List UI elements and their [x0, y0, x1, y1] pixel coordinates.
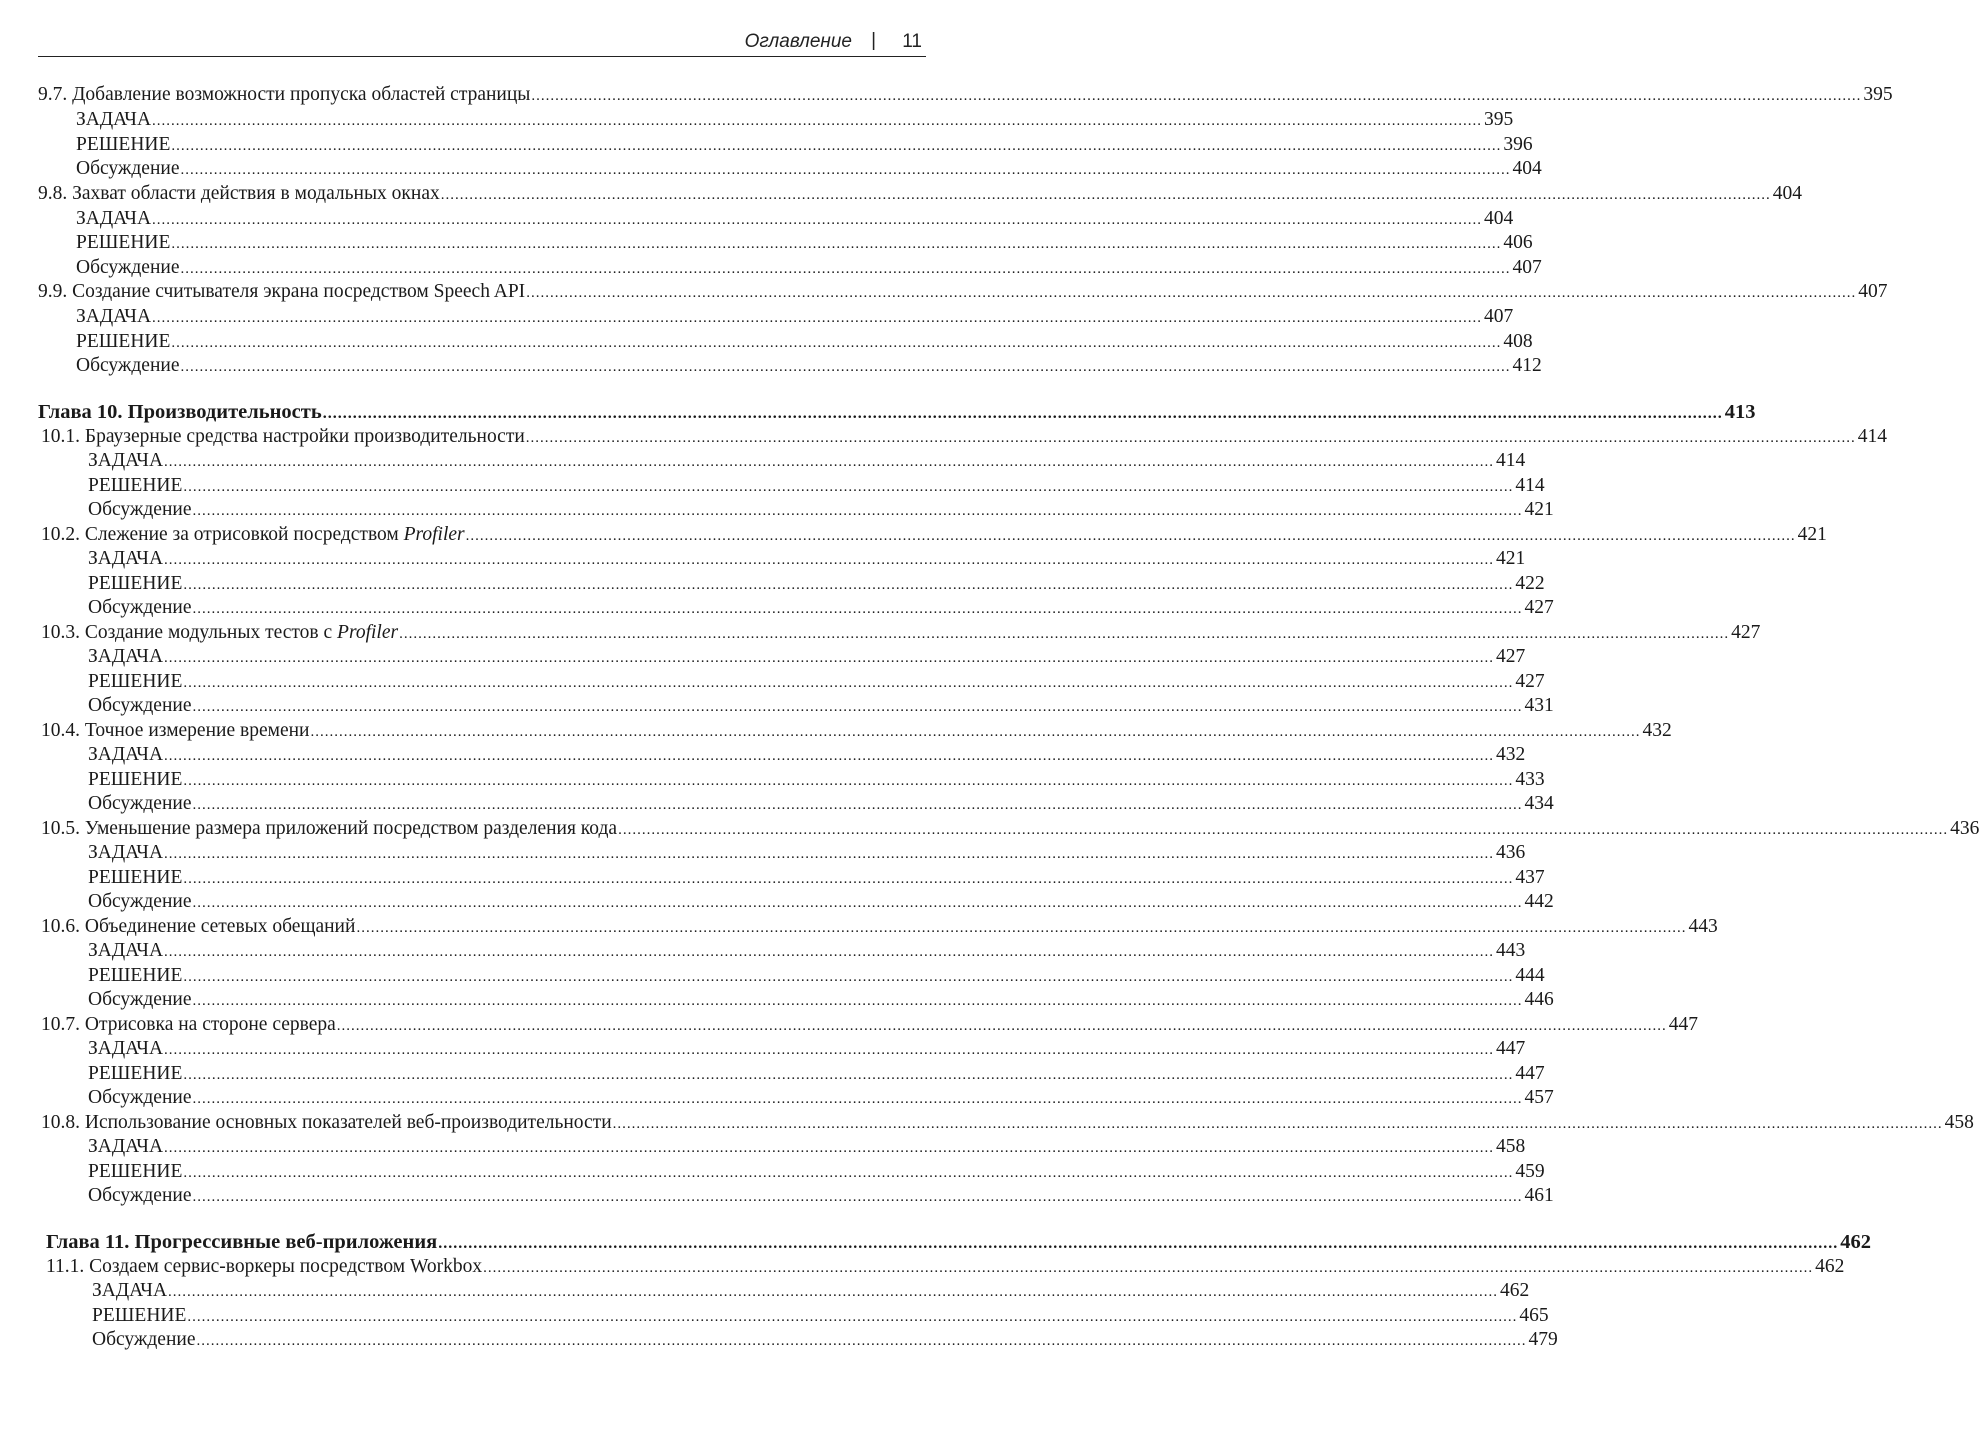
entry-page-number: 458 [1496, 1136, 1526, 1157]
entry-title-text: РЕШЕНИЕ [88, 965, 183, 986]
toc-subentry-row [88, 474, 1545, 498]
dot-leader: ........................................................................................................................................................................................................................................................................................ [192, 601, 1523, 617]
entry-title-text: Обсуждение [88, 989, 192, 1010]
toc-subentry-row [88, 988, 1554, 1012]
entry-page-number: 404 [1772, 183, 1802, 204]
entry-page-number: 437 [1515, 867, 1545, 888]
toc-subentry-row [88, 1135, 1526, 1159]
entry-title-text: РЕШЕНИЕ [76, 331, 171, 352]
toc-subentry-label [88, 792, 191, 816]
entry-page-number: 396 [1503, 134, 1533, 155]
toc-section-label [41, 621, 398, 645]
dot-leader: ........................................................................................................................................................................................................................................................................................ [322, 405, 1723, 422]
entry-page-number: 434 [1524, 793, 1554, 814]
toc-subentry-label [88, 498, 191, 522]
dot-leader: ........................................................................................................................................................................................................................................................................................ [183, 577, 1514, 593]
entry-page-number: 446 [1524, 989, 1554, 1010]
toc-subentry-label [88, 1037, 163, 1061]
toc-subentry-label [76, 108, 151, 132]
entry-page-number: 433 [1515, 769, 1545, 790]
toc-subentry-row [88, 694, 1554, 718]
dot-leader: ........................................................................................................................................................................................................................................................................................ [164, 552, 1495, 568]
page-number: 11 [902, 31, 922, 52]
entry-title-text: 9.9. Создание считывателя экрана посредством Speech API [38, 281, 526, 302]
entry-page-number: 427 [1731, 622, 1761, 643]
entry-page-number: 412 [1512, 355, 1542, 376]
dot-leader: ........................................................................................................................................................................................................................................................................................ [183, 675, 1514, 691]
toc-subentry-label [76, 157, 179, 181]
dot-leader: ........................................................................................................................................................................................................................................................................................ [180, 359, 1511, 375]
toc-subentry-label [88, 743, 163, 767]
toc-section-row [41, 1111, 1974, 1135]
toc-subentry-row [76, 231, 1533, 255]
toc-subentry-row [88, 1184, 1554, 1208]
entry-title-text: ЗАДАЧА [88, 842, 164, 863]
dot-leader: ........................................................................................................................................................................................................................................................................................ [531, 88, 1862, 104]
entry-page-number: 444 [1515, 965, 1545, 986]
entry-page-number: 427 [1515, 671, 1545, 692]
entry-page-number: 414 [1496, 450, 1526, 471]
toc-subentry-row [76, 108, 1514, 132]
dot-leader: ........................................................................................................................................................................................................................................................................................ [192, 1091, 1523, 1107]
entry-title-text: РЕШЕНИЕ [88, 769, 183, 790]
toc-section-row [41, 719, 1672, 743]
dot-leader: ........................................................................................................................................................................................................................................................................................ [440, 187, 1771, 203]
entry-page-number: 459 [1515, 1161, 1545, 1182]
toc-subentry-row [76, 207, 1514, 231]
toc-section-label [41, 1013, 336, 1037]
toc-chapter-row [38, 400, 1756, 424]
toc-subentry-row [88, 1037, 1526, 1061]
toc-chapter-label [38, 400, 322, 424]
toc-subentry-row [88, 939, 1526, 963]
dot-leader: ........................................................................................................................................................................................................................................................................................ [483, 1260, 1814, 1276]
entry-page-number: 421 [1797, 524, 1827, 545]
entry-page-number: 479 [1528, 1329, 1558, 1350]
dot-leader: ........................................................................................................................................................................................................................................................................................ [183, 969, 1514, 985]
toc-section-label [41, 719, 309, 743]
entry-page-number: 413 [1724, 401, 1756, 423]
entry-title-text: РЕШЕНИЕ [76, 134, 171, 155]
entry-title-italic: Profiler [403, 524, 465, 545]
dot-leader: ........................................................................................................................................................................................................................................................................................ [152, 212, 1483, 228]
toc-subentry-row [92, 1279, 1530, 1303]
toc-subentry-label [88, 572, 182, 596]
dot-leader: ........................................................................................................................................................................................................................................................................................ [180, 261, 1511, 277]
entry-page-number: 414 [1515, 475, 1545, 496]
toc-section-label [38, 83, 530, 107]
toc-subentry-row [76, 330, 1533, 354]
entry-page-number: 458 [1944, 1112, 1974, 1133]
dot-leader: ........................................................................................................................................................................................................................................................................................ [164, 944, 1495, 960]
toc-subentry-row [88, 596, 1554, 620]
entry-page-number: 436 [1950, 818, 1979, 839]
entry-title-text: РЕШЕНИЕ [92, 1305, 187, 1326]
toc-subentry-label [88, 449, 163, 473]
entry-title-text: 10.5. Уменьшение размера приложений посредством разделения кода [41, 818, 618, 839]
entry-title-text: РЕШЕНИЕ [88, 1161, 183, 1182]
dot-leader: ........................................................................................................................................................................................................................................................................................ [168, 1284, 1499, 1300]
dot-leader: ........................................................................................................................................................................................................................................................................................ [171, 236, 1502, 252]
toc-subentry-row [88, 743, 1526, 767]
entry-title-text: Обсуждение [88, 1185, 192, 1206]
entry-page-number: 461 [1524, 1185, 1554, 1206]
toc-subentry-row [76, 256, 1542, 280]
entry-title-text: РЕШЕНИЕ [88, 475, 183, 496]
toc-subentry-label [88, 1086, 191, 1110]
entry-page-number: 443 [1496, 940, 1526, 961]
toc-subentry-label [88, 670, 182, 694]
toc-subentry-row [88, 841, 1526, 865]
entry-page-number: 432 [1496, 744, 1526, 765]
entry-page-number: 442 [1524, 891, 1554, 912]
toc-section-row [38, 280, 1888, 304]
dot-leader: ........................................................................................................................................................................................................................................................................................ [180, 162, 1511, 178]
entry-page-number: 465 [1519, 1305, 1549, 1326]
dot-leader: ........................................................................................................................................................................................................................................................................................ [618, 822, 1949, 838]
toc-subentry-row [92, 1304, 1549, 1328]
toc-subentry-label [88, 1184, 191, 1208]
toc-section-label [41, 915, 355, 939]
toc-subentry-label [88, 939, 163, 963]
entry-title-text: ЗАДАЧА [88, 744, 164, 765]
toc-section-row [38, 182, 1802, 206]
dot-leader: ........................................................................................................................................................................................................................................................................................ [164, 846, 1495, 862]
toc-subentry-label [88, 645, 163, 669]
toc-section-label [38, 182, 440, 206]
dot-leader: ........................................................................................................................................................................................................................................................................................ [187, 1309, 1518, 1325]
entry-page-number: 395 [1484, 109, 1514, 130]
toc-subentry-row [88, 449, 1526, 473]
toc-subentry-label [88, 964, 182, 988]
entry-title-text: Обсуждение [88, 1087, 192, 1108]
entry-title-text: ЗАДАЧА [76, 306, 152, 327]
toc-section-label [41, 817, 617, 841]
toc-subentry-row [88, 964, 1545, 988]
entry-title-text: РЕШЕНИЕ [88, 671, 183, 692]
dot-leader: ........................................................................................................................................................................................................................................................................................ [183, 773, 1514, 789]
toc-subentry-label [76, 207, 151, 231]
dot-leader: ........................................................................................................................................................................................................................................................................................ [192, 503, 1523, 519]
toc-subentry-row [88, 890, 1554, 914]
toc-section-label [46, 1255, 482, 1279]
entry-title-text: 9.7. Добавление возможности пропуска областей страницы [38, 84, 531, 105]
entry-title-text: 10.8. Использование основных показателей веб-производительности [41, 1112, 612, 1133]
entry-title-text: 10.2. Слежение за отрисовкой посредством [41, 524, 404, 545]
dot-leader: ........................................................................................................................................................................................................................................................................................ [336, 1018, 1667, 1034]
dot-leader: ........................................................................................................................................................................................................................................................................................ [183, 479, 1514, 495]
toc-section-label [38, 280, 525, 304]
toc-subentry-label [92, 1328, 195, 1352]
dot-leader: ........................................................................................................................................................................................................................................................................................ [192, 1189, 1523, 1205]
toc-section-label [41, 1111, 612, 1135]
toc-chapter-row [46, 1230, 1871, 1254]
entry-page-number: 404 [1512, 158, 1542, 179]
entry-title-text: Обсуждение [92, 1329, 196, 1350]
toc-subentry-label [88, 694, 191, 718]
dot-leader: ........................................................................................................................................................................................................................................................................................ [310, 724, 1641, 740]
dot-leader: ........................................................................................................................................................................................................................................................................................ [152, 113, 1483, 129]
toc-subentry-label [92, 1304, 186, 1328]
entry-page-number: 421 [1496, 548, 1526, 569]
toc-subentry-row [92, 1328, 1558, 1352]
toc-subentry-label [76, 231, 170, 255]
dot-leader: ........................................................................................................................................................................................................................................................................................ [192, 993, 1523, 1009]
toc-subentry-label [76, 256, 179, 280]
dot-leader: ........................................................................................................................................................................................................................................................................................ [164, 1140, 1495, 1156]
toc-subentry-label [88, 547, 163, 571]
entry-page-number: 432 [1642, 720, 1672, 741]
toc-subentry-label [88, 768, 182, 792]
dot-leader: ........................................................................................................................................................................................................................................................................................ [465, 528, 1796, 544]
toc-section-row [41, 621, 1761, 645]
entry-title-text: ЗАДАЧА [88, 1038, 164, 1059]
entry-title-text: 10.1. Браузерные средства настройки производительности [41, 426, 525, 447]
entry-page-number: 404 [1484, 208, 1514, 229]
entry-title-text: РЕШЕНИЕ [88, 573, 183, 594]
entry-page-number: 422 [1515, 573, 1545, 594]
toc-subentry-row [88, 547, 1526, 571]
entry-page-number: 447 [1515, 1063, 1545, 1084]
dot-leader: ........................................................................................................................................................................................................................................................................................ [183, 1067, 1514, 1083]
toc-subentry-label [88, 1062, 182, 1086]
toc-section-row [41, 425, 1888, 449]
entry-title-text: Обсуждение [88, 793, 192, 814]
entry-title-text: ЗАДАЧА [88, 940, 164, 961]
dot-leader: ........................................................................................................................................................................................................................................................................................ [612, 1116, 1943, 1132]
entry-title-text: Обсуждение [76, 355, 180, 376]
toc-section-row [41, 817, 1979, 841]
entry-page-number: 462 [1500, 1280, 1530, 1301]
toc-section-row [41, 1013, 1699, 1037]
toc-subentry-label [88, 1135, 163, 1159]
entry-page-number: 436 [1496, 842, 1526, 863]
toc-subentry-row [88, 498, 1554, 522]
toc-section-row [38, 83, 1893, 107]
dot-leader: ........................................................................................................................................................................................................................................................................................ [171, 335, 1502, 351]
entry-page-number: 447 [1668, 1014, 1699, 1035]
toc-subentry-label [88, 474, 182, 498]
entry-page-number: 407 [1858, 281, 1888, 302]
entry-page-number: 447 [1496, 1038, 1526, 1059]
dot-leader: ........................................................................................................................................................................................................................................................................................ [356, 920, 1687, 936]
toc-subentry-label [76, 305, 151, 329]
entry-title-text: 10.4. Точное измерение времени [41, 720, 310, 741]
toc-section-row [41, 523, 1827, 547]
toc-subentry-label [76, 133, 170, 157]
dot-leader: ........................................................................................................................................................................................................................................................................................ [164, 748, 1495, 764]
toc-subentry-row [76, 157, 1542, 181]
dot-leader: ........................................................................................................................................................................................................................................................................................ [526, 285, 1857, 301]
toc-subentry-label [88, 988, 191, 1012]
entry-page-number: 427 [1524, 597, 1554, 618]
toc-chapter-label [46, 1230, 437, 1254]
dot-leader: ........................................................................................................................................................................................................................................................................................ [164, 650, 1495, 666]
dot-leader: ........................................................................................................................................................................................................................................................................................ [196, 1333, 1527, 1349]
entry-title-text: ЗАДАЧА [88, 1136, 164, 1157]
entry-title-text: ЗАДАЧА [92, 1280, 168, 1301]
entry-title-text: Обсуждение [76, 257, 180, 278]
running-header [38, 26, 926, 57]
entry-page-number: 395 [1863, 84, 1893, 105]
toc-subentry-row [88, 572, 1545, 596]
toc-subentry-label [88, 866, 182, 890]
entry-title-text: Глава 11. Прогрессивные веб-приложения [46, 1231, 438, 1253]
entry-page-number: 427 [1496, 646, 1526, 667]
toc-subentry-label [92, 1279, 167, 1303]
dot-leader: ........................................................................................................................................................................................................................................................................................ [192, 797, 1523, 813]
dot-leader: ........................................................................................................................................................................................................................................................................................ [164, 454, 1495, 470]
toc-subentry-label [76, 330, 170, 354]
toc-subentry-row [76, 133, 1533, 157]
dot-leader: ........................................................................................................................................................................................................................................................................................ [438, 1235, 1839, 1252]
entry-title-text: ЗАДАЧА [88, 646, 164, 667]
toc-subentry-row [88, 768, 1545, 792]
entry-page-number: 406 [1503, 232, 1533, 253]
entry-title-italic: Profiler [337, 622, 399, 643]
toc-subentry-label [88, 1160, 182, 1184]
entry-title-text: Обсуждение [88, 597, 192, 618]
entry-title-text: 10.6. Объединение сетевых обещаний [41, 916, 356, 937]
toc-section-label [41, 523, 465, 547]
dot-leader: ........................................................................................................................................................................................................................................................................................ [192, 895, 1523, 911]
entry-title-text: 10.3. Создание модульных тестов с [41, 622, 338, 643]
entry-page-number: 462 [1840, 1231, 1871, 1253]
entry-title-text: Обсуждение [76, 158, 180, 179]
entry-page-number: 457 [1524, 1087, 1554, 1108]
entry-title-text: ЗАДАЧА [88, 450, 164, 471]
toc-section-row [46, 1255, 1845, 1279]
dot-leader: ........................................................................................................................................................................................................................................................................................ [399, 626, 1730, 642]
entry-page-number: 431 [1524, 695, 1554, 716]
entry-page-number: 407 [1512, 257, 1542, 278]
dot-leader: ........................................................................................................................................................................................................................................................................................ [171, 138, 1502, 154]
entry-title-text: Обсуждение [88, 499, 192, 520]
toc-subentry-label [88, 890, 191, 914]
running-header-separator: | [871, 30, 876, 51]
entry-title-text: Обсуждение [88, 891, 192, 912]
dot-leader: ........................................................................................................................................................................................................................................................................................ [152, 310, 1483, 326]
toc-subentry-label [88, 596, 191, 620]
entry-title-text: ЗАДАЧА [76, 109, 152, 130]
entry-title-text: Обсуждение [88, 695, 192, 716]
toc-subentry-row [88, 1062, 1545, 1086]
dot-leader: ........................................................................................................................................................................................................................................................................................ [192, 699, 1523, 715]
toc-subentry-row [88, 1086, 1554, 1110]
entry-page-number: 407 [1484, 306, 1514, 327]
toc-subentry-row [88, 670, 1545, 694]
entry-page-number: 421 [1524, 499, 1554, 520]
entry-title-text: Глава 10. Производительность [38, 401, 322, 423]
dot-leader: ........................................................................................................................................................................................................................................................................................ [164, 1042, 1495, 1058]
entry-page-number: 408 [1503, 331, 1533, 352]
toc-subentry-row [76, 354, 1542, 378]
entry-title-text: ЗАДАЧА [76, 208, 152, 229]
toc-subentry-label [88, 841, 163, 865]
toc-section-row [41, 915, 1718, 939]
entry-title-text: РЕШЕНИЕ [88, 867, 183, 888]
toc-subentry-row [88, 866, 1545, 890]
entry-page-number: 443 [1688, 916, 1718, 937]
entry-title-text: 11.1. Создаем сервис-воркеры посредством Workbox [46, 1256, 483, 1277]
dot-leader: ........................................................................................................................................................................................................................................................................................ [525, 430, 1856, 446]
entry-title-text: ЗАДАЧА [88, 548, 164, 569]
toc-subentry-row [88, 645, 1526, 669]
toc-subentry-row [88, 792, 1554, 816]
entry-title-text: 10.7. Отрисовка на стороне сервера [41, 1014, 336, 1035]
toc-subentry-row [76, 305, 1514, 329]
toc-section-label [41, 425, 525, 449]
entry-title-text: РЕШЕНИЕ [88, 1063, 183, 1084]
dot-leader: ........................................................................................................................................................................................................................................................................................ [183, 871, 1514, 887]
entry-title-text: 9.8. Захват области действия в модальных окнах [38, 183, 440, 204]
toc-subentry-row [88, 1160, 1545, 1184]
dot-leader: ........................................................................................................................................................................................................................................................................................ [183, 1165, 1514, 1181]
entry-page-number: 462 [1815, 1256, 1845, 1277]
running-header-title: Оглавление [744, 31, 852, 52]
toc-subentry-label [76, 354, 179, 378]
entry-title-text: РЕШЕНИЕ [76, 232, 171, 253]
entry-page-number: 414 [1857, 426, 1888, 447]
